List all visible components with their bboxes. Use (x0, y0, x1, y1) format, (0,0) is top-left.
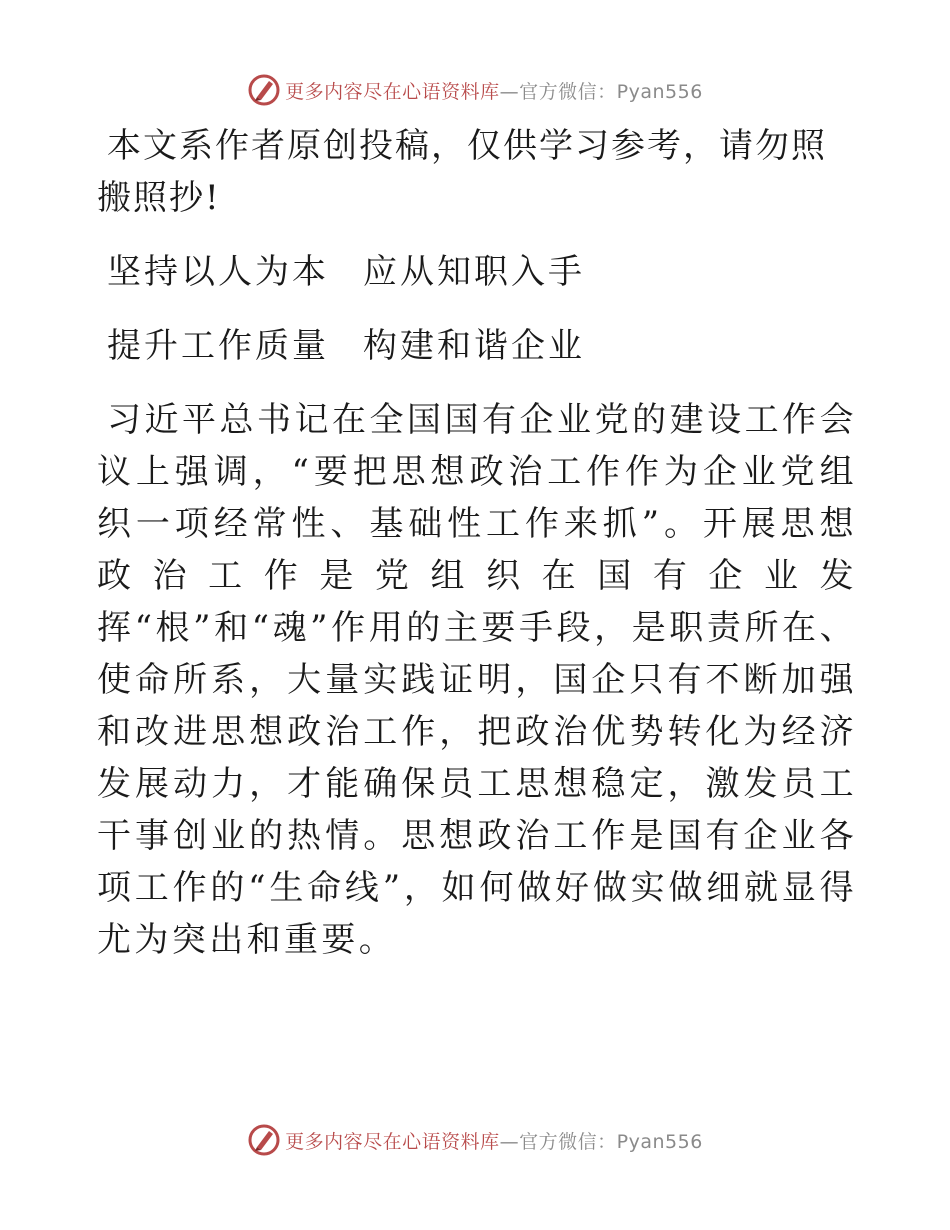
body-paragraph: 习近平总书记在全国国有企业党的建设工作会议上强调，“要把思想政治工作作为企业党组织一项经常性、基础性工作来抓”。开展思想政治工作是党组织在国有企业发挥“根”和“魂”作用的主要手段，是职责所在、使命所系，大量实践证明，国企只有不断加强和改进思想政治工作，把政治优势转化为经济发展动力，才能确保员工思想稳定，激发员工干事创业的热情。思想政治工作是国有企业各项工作的“生命线”，如何做好做实做细就显得尤为突出和重要。 (97, 400, 857, 960)
document-content (97, 120, 857, 966)
heading-1-left: 坚持以人为本 (107, 252, 329, 292)
footer-wechat-text: —官方微信：Pyan556 (499, 1130, 703, 1153)
heading-1-right: 应从知职入手 (363, 252, 585, 292)
header-banner (0, 70, 950, 110)
heading-2-right: 构建和谐企业 (363, 326, 585, 366)
pen-logo-icon (247, 1123, 281, 1157)
banner-brand-text: 更多内容尽在心语资料库 (285, 80, 500, 103)
footer-brand-text: 更多内容尽在心语资料库 (285, 1130, 500, 1153)
heading-line-1 (97, 246, 857, 298)
heading-2-left: 提升工作质量 (107, 326, 329, 366)
footer-banner (0, 1120, 950, 1160)
pen-logo-icon (247, 73, 281, 107)
heading-line-2 (97, 320, 857, 372)
banner-wechat-text: —官方微信：Pyan556 (499, 80, 703, 103)
copyright-notice: 本文系作者原创投稿，仅供学习参考，请勿照搬照抄! (97, 126, 827, 218)
